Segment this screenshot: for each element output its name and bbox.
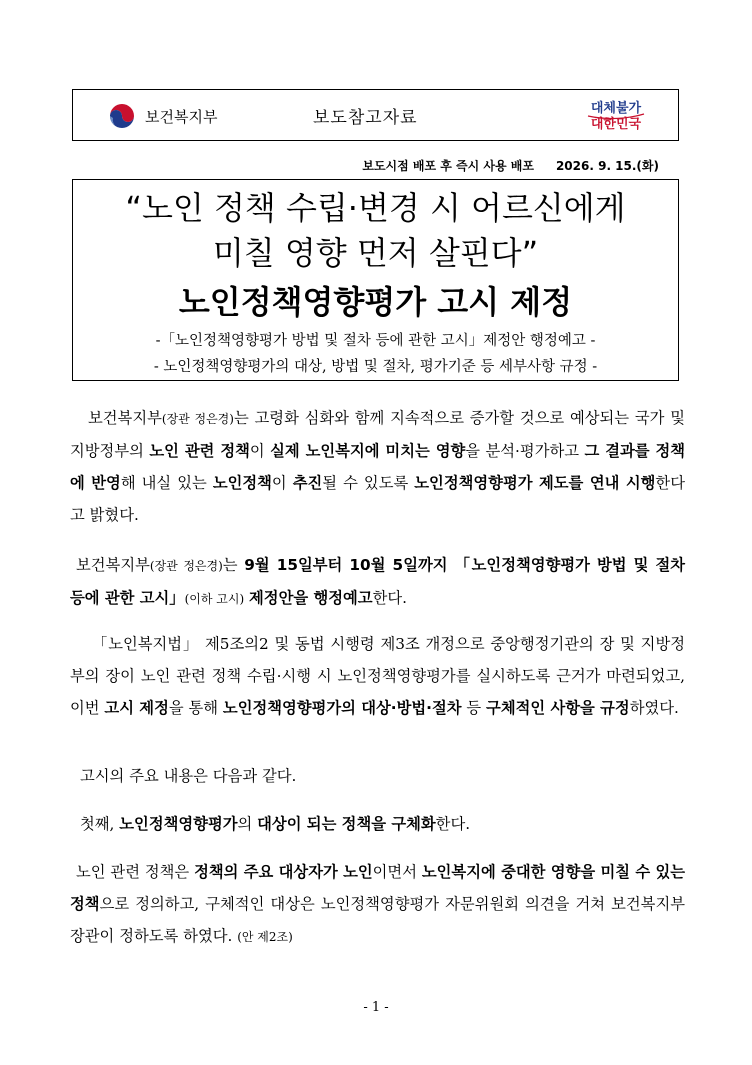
subtitle-line2: - 노인정책영향평가의 대상, 방법 및 절차, 평가기준 등 세부사항 규정 - <box>153 359 598 375</box>
text-run: (장관 정은경) <box>161 412 234 426</box>
text-run: 첫째, <box>80 815 120 833</box>
bold-run: 9월 15일부터 10월 5일까지 「노인정책영향평가 방법 및 절차 등에 관한 고시」 <box>70 556 686 607</box>
bold-run: 실제 노인복지에 미치는 영향 <box>270 442 466 460</box>
text-run: 을 통해 <box>168 699 223 717</box>
bold-run: 정책의 주요 대상자가 노인 <box>194 863 373 881</box>
paragraph-3 <box>70 628 685 724</box>
bold-run: 노인 관련 정책 <box>149 442 250 460</box>
text-run: 해 내실 있는 <box>120 474 213 492</box>
text-run: (안 제2조) <box>237 930 293 944</box>
bold-run: 고시 제정 <box>104 699 169 717</box>
title-box <box>72 179 679 381</box>
ministry-logo <box>107 101 217 131</box>
bold-run: 노인복지에 중대한 영향을 미칠 수 있는 정책 <box>70 863 686 913</box>
text-run: 으로 정의하고, 구체적인 대상은 노인정책영향평가 자문위원회 의견을 거쳐 보건복지부 장관이 정하도록 하였다. <box>70 895 685 945</box>
bold-run: 제정안을 행정예고 <box>249 589 373 607</box>
paragraph-4: 고시의 주요 내용은 다음과 같다. <box>80 767 297 785</box>
text-run: 는 <box>222 556 245 574</box>
paragraph-5 <box>70 808 685 840</box>
text-run: 등 <box>461 699 487 717</box>
text-run: 한다. <box>435 815 471 833</box>
ministry-name: 보건복지부 <box>145 107 218 126</box>
text-run: (장관 정은경) <box>149 559 223 573</box>
release-note: 보도시점 배포 후 즉시 사용 배포 <box>362 159 534 173</box>
text-run: 보건복지부 <box>76 556 150 574</box>
headline-line2: 미칠 영향 먼저 살핀다” <box>212 234 539 272</box>
text-run: 는 고령화 심화와 함께 지속적으로 증가할 것으로 예상되는 국가 및 지방정부의 <box>70 409 685 460</box>
text-run: 노인 관련 정책은 <box>76 863 195 881</box>
headline-line3: 노인정책영향평가 고시 제정 <box>178 283 573 321</box>
text-run: 보건복지부 <box>88 409 162 427</box>
text-run: 한다. <box>372 589 407 607</box>
text-run: 될 수 있도록 <box>322 474 415 492</box>
text-run: 의 <box>237 815 258 833</box>
paragraph-2 <box>70 549 685 615</box>
text-run: 한다고 밝혔다. <box>70 474 685 524</box>
text-run: 「노인복지법」 제5조의2 및 동법 시행령 제3조 개정으로 중앙행정기관의 장 및 지방정부의 장이 노인 관련 정책 수립·시행 시 노인정책영향평가를 실시하도록 근거가 마련되었고, 이번 <box>70 635 685 717</box>
release-date: 2026. 9. 15.(화) <box>555 159 659 173</box>
subtitle-line1: -「노인정책영향평가 방법 및 절차 등에 관한 고시」제정안 행정예고 - <box>155 333 596 349</box>
slogan-logo <box>582 96 650 134</box>
release-info <box>362 157 659 174</box>
page-number: - 1 - <box>363 1000 389 1015</box>
header-box <box>72 89 679 141</box>
paragraph-1 <box>70 402 685 531</box>
headline-line1: “노인 정책 수립·변경 시 어르신에게 <box>125 189 626 227</box>
bold-run: 추진 <box>292 474 323 492</box>
taegeuk-logo-icon <box>107 101 137 131</box>
text-run: 이 <box>249 442 271 460</box>
text-run: (이하 고시) <box>184 592 245 606</box>
bold-run: 노인정책영향평가 제도를 연내 시행 <box>414 474 656 492</box>
text-run: 하였다. <box>629 699 679 717</box>
slogan-line2: 대한민국 <box>590 117 642 132</box>
bold-run: 그 결과를 정책에 반영 <box>70 442 686 492</box>
bold-run: 대상이 되는 정책을 구체화 <box>257 815 436 833</box>
bold-run: 노인정책영향평가의 대상·방법·절차 <box>222 699 462 717</box>
bold-run: 노인정책영향평가 <box>119 815 238 833</box>
bold-run: 노인정책 <box>212 474 272 492</box>
slogan-line1: 대체불가 <box>590 101 642 116</box>
bold-run: 구체적인 사항을 규정 <box>486 699 630 717</box>
paragraph-6 <box>70 856 685 953</box>
text-run: 이 <box>271 474 293 492</box>
text-run: 을 분석·평가하고 <box>465 442 585 460</box>
doc-type-title: 보도참고자료 <box>313 108 418 128</box>
text-run: 이면서 <box>372 863 422 881</box>
